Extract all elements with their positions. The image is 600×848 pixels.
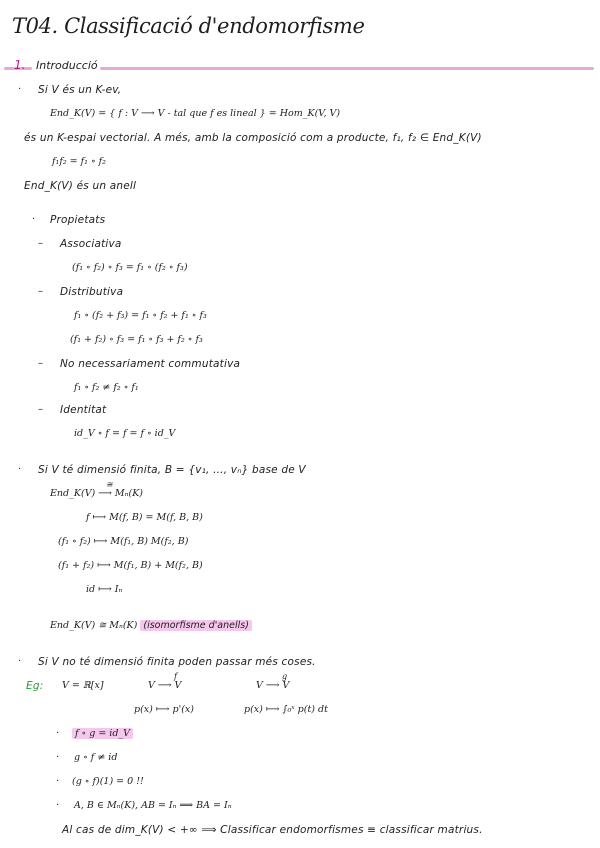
property-label: Associativa bbox=[60, 238, 122, 250]
formula-line: V = ℝ[x] bbox=[62, 680, 104, 691]
example-label: Eg: bbox=[26, 680, 44, 692]
formula-line: f₁f₂ = f₁ ∘ f₂ bbox=[52, 156, 106, 167]
formula-line: End_K(V) = { f : V ⟶ V - tal que f es lineal } = Hom_K(V, V) bbox=[50, 108, 341, 119]
formula-line bbox=[72, 728, 133, 739]
formula-line: A, B ∈ Mₙ(K), AB = Iₙ ⟹ BA = Iₙ bbox=[74, 800, 232, 811]
formula-line: V ⟶ V bbox=[256, 680, 290, 691]
formula-line: f ⟼ M(f, B) = M(f, B, B) bbox=[86, 512, 203, 523]
bullet-dash: – bbox=[38, 358, 43, 369]
formula-line: End_K(V) ⟶ Mₙ(K) bbox=[50, 488, 144, 499]
formula-line bbox=[50, 620, 252, 631]
formula-line: g ∘ f ≠ id bbox=[74, 752, 118, 763]
highlight-isomorphism: (isomorfisme d'anells) bbox=[140, 620, 252, 631]
arrow-label: f bbox=[174, 672, 177, 681]
formula-line: id_V ∘ f = f = f ∘ id_V bbox=[74, 428, 176, 439]
page-title: T04. Classificació d'endomorfisme bbox=[12, 14, 365, 38]
property-label: Distributiva bbox=[60, 286, 124, 298]
bullet-dash: – bbox=[38, 286, 43, 297]
text-line: Si V no té dimensió finita poden passar més coses. bbox=[38, 656, 316, 668]
arrow-label: ≅ bbox=[106, 480, 113, 489]
formula-line: (f₁ + f₂) ∘ f₃ = f₁ ∘ f₃ + f₂ ∘ f₃ bbox=[70, 334, 203, 345]
section-underline-right bbox=[100, 67, 594, 70]
bullet-dot: · bbox=[32, 214, 36, 225]
bullet-dot: · bbox=[18, 656, 22, 667]
text-line: End_K(V) és un anell bbox=[24, 180, 137, 192]
property-label: No necessariament commutativa bbox=[60, 358, 241, 370]
section-number: 1. bbox=[14, 58, 26, 72]
arrow-label: g bbox=[282, 672, 288, 681]
formula-line: (f₁ ∘ f₂) ⟼ M(f₁, B) M(f₂, B) bbox=[58, 536, 189, 547]
bullet-dot: · bbox=[56, 728, 60, 739]
highlight-identity: f ∘ g = id_V bbox=[72, 728, 133, 739]
iso-result: End_K(V) ≅ Mₙ(K) bbox=[50, 620, 138, 631]
formula-line: (f₁ + f₂) ⟼ M(f₁, B) + M(f₂, B) bbox=[58, 560, 203, 571]
formula-line: id ⟼ Iₙ bbox=[86, 584, 123, 595]
property-label: Identitat bbox=[60, 404, 107, 416]
text-line: Si V té dimensió finita, B = {v₁, ..., vₙ} base de V bbox=[38, 464, 306, 476]
bullet-dot: · bbox=[18, 84, 22, 95]
bullet-dot: · bbox=[56, 776, 60, 787]
formula-line: f₁ ∘ f₂ ≠ f₂ ∘ f₁ bbox=[74, 382, 139, 393]
formula-line: (g ∘ f)(1) = 0 !! bbox=[72, 776, 144, 787]
formula-line: p(x) ⟼ p'(x) bbox=[134, 704, 194, 715]
bullet-dot: · bbox=[18, 464, 22, 475]
bullet-dot: · bbox=[56, 752, 60, 763]
formula-line: V ⟶ V bbox=[148, 680, 182, 691]
bullet-dot: · bbox=[56, 800, 60, 811]
text-line: Si V és un K-ev, bbox=[38, 84, 122, 96]
bullet-dash: – bbox=[38, 238, 43, 249]
formula-line: (f₁ ∘ f₂) ∘ f₃ = f₁ ∘ (f₂ ∘ f₃) bbox=[72, 262, 188, 273]
text-line: és un K-espai vectorial. A més, amb la composició com a producte, f₁, f₂ ∈ End_K(V) bbox=[24, 132, 482, 144]
section-title: Introducció bbox=[36, 59, 98, 72]
formula-line: p(x) ⟼ ∫₀ˣ p(t) dt bbox=[244, 704, 328, 715]
text-line: Al cas de dim_K(V) < +∞ ⟹ Classificar endomorfismes ≡ classificar matrius. bbox=[62, 824, 483, 836]
formula-line: f₁ ∘ (f₂ + f₃) = f₁ ∘ f₂ + f₁ ∘ f₃ bbox=[74, 310, 207, 321]
subheading: Propietats bbox=[50, 214, 106, 226]
bullet-dash: – bbox=[38, 404, 43, 415]
